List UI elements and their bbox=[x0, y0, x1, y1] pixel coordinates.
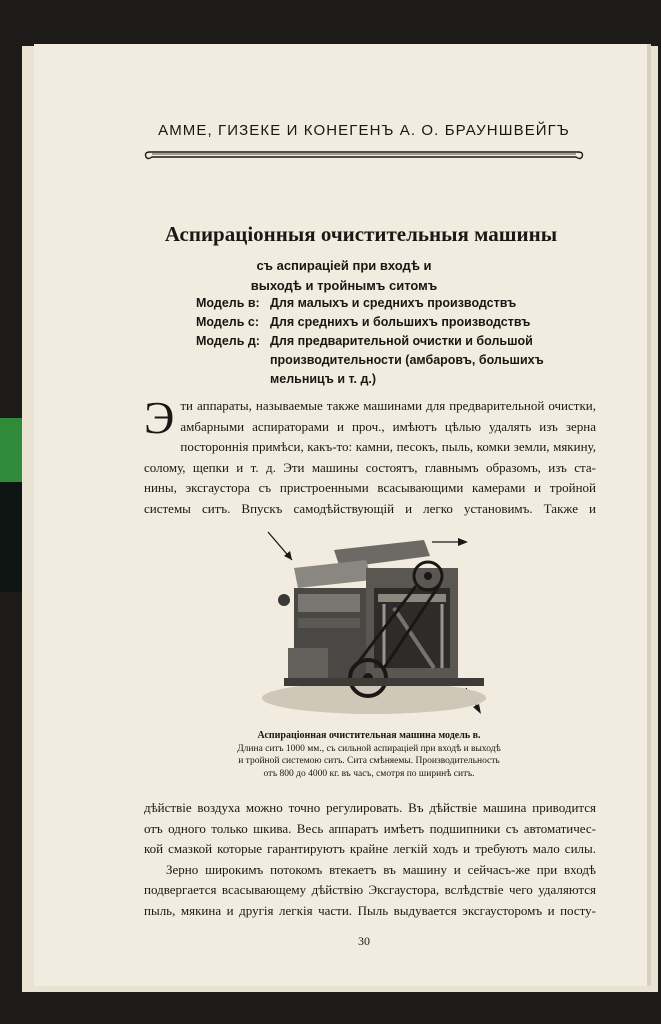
header-rule-ornament bbox=[144, 148, 584, 162]
drop-cap: Э bbox=[144, 392, 175, 443]
model-label: Модель с: bbox=[196, 315, 259, 329]
model-label bbox=[196, 351, 270, 370]
machine-illustration bbox=[254, 528, 494, 718]
paragraph-line: амбарными аспираторами и проч., имѣютъ цѣлью удалять изъ зерна bbox=[180, 418, 596, 434]
paragraph-line: отъ одного только шкива. Весь аппаратъ имѣетъ подшипники съ автоматичес- bbox=[144, 820, 596, 836]
subtitle-line-2: выходѣ и тройнымъ ситомъ bbox=[250, 278, 438, 293]
caption-title: Аспирацiонная очистительная машина модель в. bbox=[257, 730, 481, 741]
background-green-stripe bbox=[0, 418, 22, 482]
model-text: Для среднихъ и большихъ производствъ bbox=[270, 315, 531, 329]
model-row bbox=[196, 370, 576, 389]
paragraph-line: ти аппараты, называемые также машинами для предварительной очистки, bbox=[180, 398, 596, 413]
background-dark-stripe bbox=[0, 482, 22, 592]
caption-line: и тройной системою ситъ. Сита смѣняемы. Производительность bbox=[238, 756, 500, 766]
model-text: производительности (амбаровъ, большихъ bbox=[270, 353, 544, 367]
caption-line: отъ 800 до 4000 кг. въ часъ, смотря по ширинѣ ситъ. bbox=[263, 768, 475, 779]
book-page bbox=[34, 44, 651, 986]
model-label: Модель в: bbox=[196, 296, 260, 310]
model-text: Для предварительной очистки и большой bbox=[270, 334, 533, 348]
page-header: АММЕ, ГИЗЕКЕ И КОНЕГЕНЪ А. О. БРАУНШВЕЙГЪ bbox=[158, 122, 570, 139]
page-number: 30 bbox=[358, 934, 370, 948]
paragraph-line: нины, эксгаустора съ пристроенными всасывающими камерами и тройной bbox=[144, 480, 596, 495]
paragraph-line: пыль, мякина и другiя легкiя части. Пыль выдувается эксгаусторомъ и посту- bbox=[144, 902, 596, 918]
model-row bbox=[196, 313, 576, 332]
caption-line: Длина ситъ 1000 мм., съ сильной аспирацiей при входѣ и выходѣ bbox=[237, 743, 501, 754]
continuation-paragraph bbox=[144, 798, 596, 921]
intro-paragraph bbox=[144, 392, 596, 519]
paragraph-line: солому, щепки и т. д. Эти машины состоятъ, главнымъ образомъ, изъ ста- bbox=[144, 459, 596, 475]
main-title: Аспирацiонныя очистительныя машины bbox=[164, 222, 558, 246]
model-text: Для малыхъ и среднихъ производствъ bbox=[270, 296, 517, 310]
model-row bbox=[196, 332, 576, 351]
model-list bbox=[196, 294, 576, 389]
paragraph-line: Зерно широкимъ потокомъ втекаетъ въ машину и сейчасъ-же при входѣ bbox=[166, 861, 596, 877]
figure-caption bbox=[204, 730, 534, 780]
paragraph-line: системы ситъ. Впускъ самодѣйствующiй и легко установимъ. Также и bbox=[144, 500, 596, 516]
paragraph-line: постороннiя примѣси, какъ-то: камни, песокъ, пыль, комки земли, мякину, bbox=[180, 439, 596, 454]
paragraph-line: дѣйствiе воздуха можно точно регулировать. Въ дѣйствiе машина приводится bbox=[144, 800, 596, 815]
paragraph-line: подвергается всасывающему дѣйствiю Эксгаустора, вслѣдствiе чего удаляются bbox=[144, 882, 596, 897]
model-label bbox=[196, 370, 270, 389]
subtitle-line-1: съ аспирацiей при входѣ и bbox=[256, 258, 432, 273]
model-row bbox=[196, 294, 576, 313]
model-label: Модель д: bbox=[196, 334, 260, 348]
model-row bbox=[196, 351, 576, 370]
page-edge bbox=[647, 44, 651, 986]
paragraph-line: кой смазкой которые гарантируютъ крайне легкiй ходъ и требуютъ мало силы. bbox=[144, 841, 596, 856]
model-text: мельницъ и т. д.) bbox=[270, 372, 377, 386]
